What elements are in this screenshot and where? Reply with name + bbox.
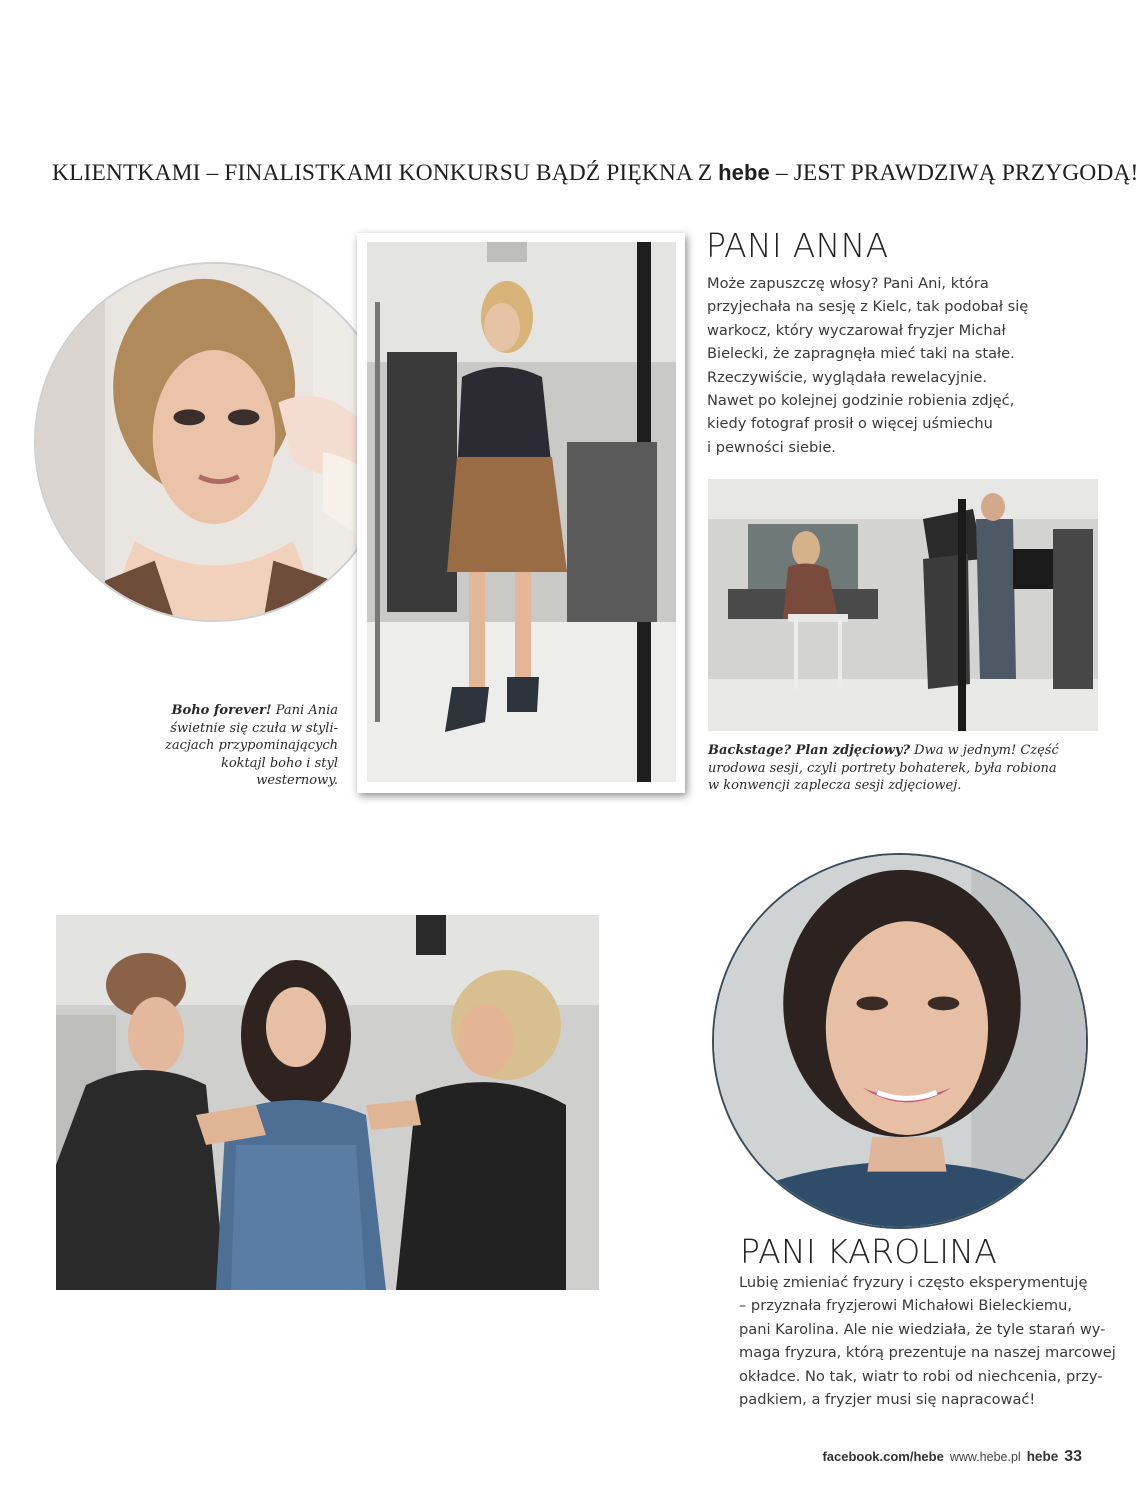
caption-backstage-text: Dwa w jednym! Część [910,743,1059,758]
anna-text-line: przyjechała na sesję z Kielc, tak podobał się [707,298,1029,316]
facebook-link[interactable]: facebook.com/hebe [822,1449,944,1464]
headline-text-start: KLIENTKAMI – FINALISTKAMI KONKURSU BĄDŹ PIĘKNA Z [52,160,719,186]
anna-text-line: Rzeczywiście, wyglądała rewelacyjnie. [707,368,988,386]
footer-brand: hebe [1026,1449,1059,1464]
anna-portrait-photo [34,262,394,622]
anna-text-line: kiedy fotograf prosił o więcej uśmiechu [707,415,993,433]
karolina-description [739,1271,1116,1411]
caption-backstage-bold: Backstage? Plan zdjęciowy? [708,743,911,758]
backstage-photo [708,479,1098,731]
karolina-text-line: maga fryzura, którą prezentuje na naszej marcowej [739,1344,1116,1362]
anna-text-line: warkocz, który wyczarował fryzjer Michał [707,321,1006,339]
karolina-name-heading: PANI KAROLINA [740,1232,998,1271]
headline-brand: hebe [718,160,770,185]
caption-backstage-line: w konwencji zaplecza sesji zdjęciowej. [708,778,962,793]
caption-boho-line: westernowy. [256,773,338,788]
karolina-text-line: padkiem, a fryzjer musi się napracować! [739,1391,1036,1409]
caption-backstage-line [708,742,1108,760]
caption-boho-line: świetnie się czuła w styli- [170,720,338,736]
caption-boho-line: zacjach przypominających [165,738,338,753]
page-footer [822,1448,1082,1466]
anna-text-line: Nawet po kolejnej godzinie robienia zdjęć, [707,392,1015,410]
page-number: 33 [1064,1448,1082,1465]
caption-boho-line: koktajl boho i styl [220,755,338,771]
headline-text-end: – JEST PRAWDZIWĄ PRZYGODĄ! [769,160,1138,186]
caption-backstage-line: urodowa sesji, czyli portrety bohaterek, była robiona [708,760,1057,776]
styling-group-photo [56,915,599,1290]
caption-boho-bold: Boho forever! [171,703,272,718]
karolina-text-line: Lubię zmieniać fryzury i często eksperymentuję [739,1274,1088,1291]
caption-backstage [708,742,1108,795]
caption-boho-text: Pani Ania [271,703,338,718]
anna-name-heading: PANI ANNA [706,226,889,265]
caption-boho [150,702,338,790]
karolina-text-line: pani Karolina. Ale nie wiedziała, że tyle starań wy- [739,1320,1106,1338]
page-headline [52,160,1138,187]
karolina-text-line: – przyznała fryzjerowi Michałowi Bieleckiemu, [739,1297,1073,1315]
karolina-portrait-photo [712,853,1088,1229]
anna-text-line: Bielecki, że zapragnęła mieć taki na stałe. [707,345,1015,363]
anna-description [707,272,1028,459]
website-link[interactable]: www.hebe.pl [949,1450,1021,1464]
anna-text-line: i pewności siebie. [707,438,836,456]
caption-boho-line [150,702,338,720]
karolina-text-line: okładce. No tak, wiatr to robi od niechcenia, przy- [739,1367,1103,1385]
anna-runway-photo [357,233,685,793]
anna-text-line: Może zapuszczę włosy? Pani Ani, która [707,275,989,292]
